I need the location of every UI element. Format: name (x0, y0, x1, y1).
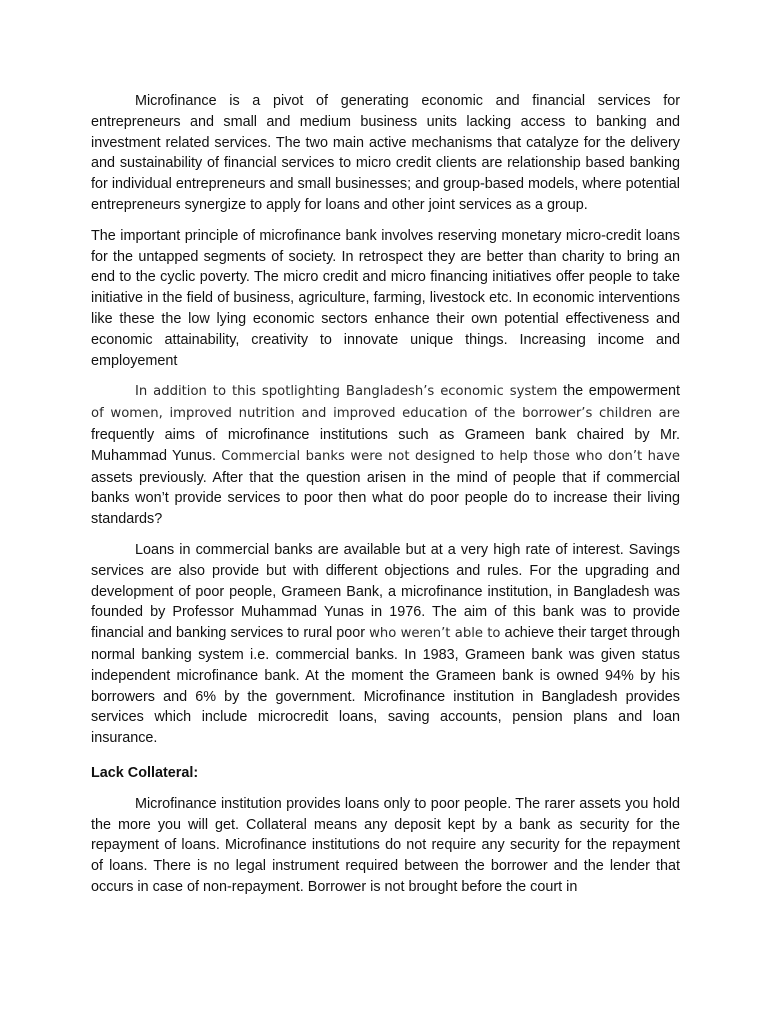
text-segment: the empowerment (557, 383, 680, 400)
paragraph-principle: The important principle of microfinance bank involves reserving monetary micro-credit loans for the untapped segments of society. In retrospect they are better than charity to bring an end to the cyclic poverty. The micro credit and micro financing initiatives offer people to take initiative in the field of business, agriculture, farming, livestock etc. In economic interventions like these the low lying economic sectors enhance their own potential effectiveness and economic attainability, creativity to innovate unique things. Increasing income and employement (91, 227, 680, 369)
text-segment: Loans in commercial banks are available but at a very high rate of interest. Savings services are also provide but with different objections and rules. For the upgrading and development of poor people, Grameen Bank, a microfinance institution, in Bangladesh was founded by Professor Muhammad Yunas in 1976. The aim of this bank was to provide financial and banking services to rural poor (91, 541, 680, 642)
text-segment: achieve their target through normal banking system i.e. commercial banks. In 1983, Grameen bank was given status independent microfinance bank. At the moment the Grameen bank is owned 94% by his borrowers and 6% by the government. Microfinance institution in Bangladesh provides services which include microcredit loans, saving accounts, pension plans and loan insurance. (91, 625, 680, 747)
text-segment: Commercial banks were not designed to help those who don’t have (221, 448, 680, 464)
text-segment: of women, improved nutrition and improved education of the borrower’s children are (91, 406, 680, 422)
paragraph-commercial-loans (91, 540, 680, 749)
paragraph-microfinance-pivot: Microfinance is a pivot of generating economic and financial services for entrepreneurs and small and medium business units lacking access to banking and investment related services. The two main active mechanisms that catalyze for the delivery and sustainability of financial services to micro credit clients are relationship based banking for individual entrepreneurs and small businesses; and group-based models, where potential entrepreneurs synergize to apply for loans and other joint services as a group. (91, 93, 680, 213)
text-segment: In addition to this spotlighting Bangladesh’s economic system (135, 384, 558, 400)
paragraph-collateral: Microfinance institution provides loans only to poor people. The rarer assets you hold the more you will get. Collateral means any deposit kept by a bank as security for the repayment of loans. Microfinance institutions do not require any security for the repayment of loans. There is no legal instrument required between the borrower and the lender that occurs in case of non-repayment. Borrower is not brought before the court in (91, 795, 680, 895)
text-segment: assets previously. After that the question arisen in the mind of people that if commercial banks won’t provide services to poor then what do poor people do to increase their living standards? (91, 469, 680, 528)
section-heading: Lack Collateral: (91, 764, 199, 781)
text-segment: frequently aims of microfinance institutions such as Grameen bank chaired by Mr. Muhammad Yunus. (91, 426, 680, 464)
paragraph-bangladesh-system (91, 381, 680, 530)
text-segment: who weren’t able to (369, 626, 501, 642)
